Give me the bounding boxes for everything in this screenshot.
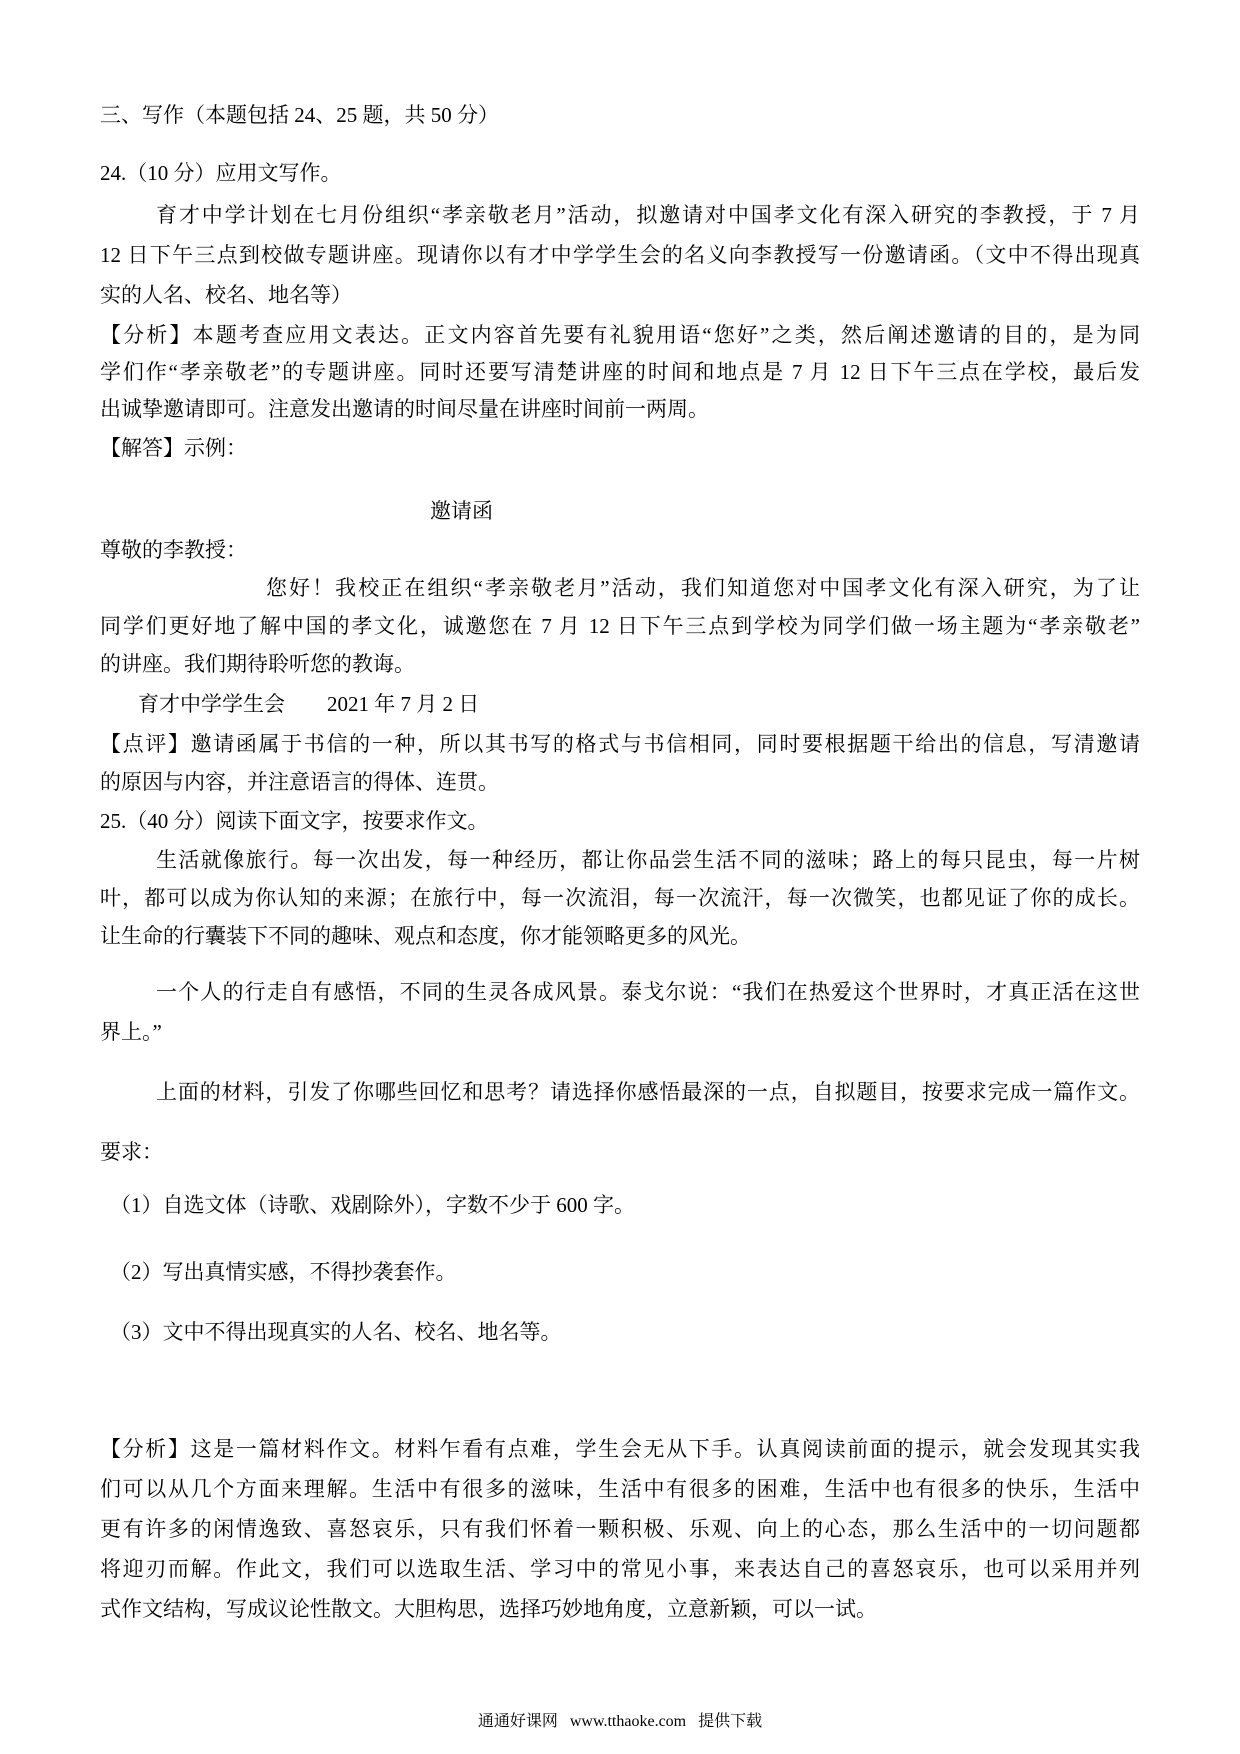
q24-comment-paragraph: [100, 725, 1140, 801]
text-line: 12 日下午三点到校做专题讲座。现请你以有才中学学生会的名义向李教授写一份邀请函。（文中不得出现真: [100, 243, 1140, 267]
q24-answer-label: 【解答】示例：: [100, 436, 247, 460]
text-line: 的讲座。我们期待聆听您的教诲。: [100, 652, 415, 676]
requirements-label: 要求：: [100, 1140, 163, 1164]
letter-body: [100, 569, 1140, 683]
text-line: 的原因与内容，并注意语言的得体、连贯。: [100, 770, 499, 794]
requirement-item-3: （3）文中不得出现真实的人名、校名、地名等。: [110, 1320, 562, 1344]
q25-analysis-paragraph: [100, 1429, 1140, 1629]
text-line: 【分析】这是一篇材料作文。材料乍看有点难，学生会无从下手。认真阅读前面的提示，就会发现其实我: [100, 1437, 1140, 1461]
text-line: 式作文结构，写成议论性散文。大胆构思，选择巧妙地角度，立意新颖，可以一试。: [100, 1597, 877, 1621]
section-heading: 三、写作（本题包括 24、25 题，共 50 分）: [100, 103, 499, 127]
text-line: 同学们更好地了解中国的孝文化，诚邀您在 7 月 12 日下午三点到学校为同学们做一场主题为“孝亲敬老”: [100, 614, 1140, 638]
q24-title: 24.（10 分）应用文写作。: [100, 161, 342, 185]
text-line: 【分析】本题考查应用文表达。正文内容首先要有礼貌用语“您好”之类，然后阐述邀请的目的，是为同: [100, 323, 1140, 347]
q25-stem-paragraph: [100, 841, 1140, 955]
text-line: 出诚挚邀请即可。注意发出邀请的时间尽量在讲座时间前一两周。: [100, 397, 709, 421]
text-line: 【点评】邀请函属于书信的一种，所以其书写的格式与书信相同，同时要根据题干给出的信息，写清邀请: [100, 732, 1140, 756]
q25-prompt-line: 上面的材料，引发了你哪些回忆和思考？请选择你感悟最深的一点，自拟题目，按要求完成一篇作文。: [156, 1080, 1140, 1104]
q25-title: 25.（40 分）阅读下面文字，按要求作文。: [100, 809, 489, 833]
text-line: 叶，都可以成为你认知的来源；在旅行中，每一次流泪，每一次流汗，每一次微笑，也都见证了你的成长。: [100, 886, 1140, 910]
text-line: 您好！我校正在组织“孝亲敬老月”活动，我们知道您对中国孝文化有深入研究，为了让: [266, 576, 1140, 600]
letter-title: 邀请函: [430, 499, 493, 523]
text-line: 实的人名、校名、地名等）: [100, 283, 352, 307]
q25-quote-paragraph: [100, 972, 1140, 1052]
text-line: 育才中学计划在七月份组织“孝亲敬老月”活动，拟邀请对中国孝文化有深入研究的李教授，于 7 月: [156, 203, 1140, 227]
letter-salutation: 尊敬的李教授：: [100, 538, 247, 562]
requirement-item-2: （2）写出真情实感，不得抄袭套作。: [110, 1260, 457, 1284]
text-line: 生活就像旅行。每一次出发，每一种经历，都让你品尝生活不同的滋味；路上的每只昆虫，每一片树: [156, 848, 1140, 872]
q24-analysis-paragraph: [100, 317, 1140, 428]
requirement-item-1: （1）自选文体（诗歌、戏剧除外），字数不少于 600 字。: [110, 1193, 635, 1217]
text-line: 界上。”: [100, 1020, 162, 1044]
letter-signature: 育才中学学生会 2021 年 7 月 2 日: [138, 692, 480, 716]
text-line: 们可以从几个方面来理解。生活中有很多的滋味，生活中有很多的困难，生活中也有很多的快乐，生活中: [100, 1477, 1140, 1501]
page-footer: 通通好课网 www.tthaoke.com 提供下载: [477, 1713, 763, 1730]
q24-stem-paragraph: [100, 195, 1140, 315]
text-line: 让生命的行囊装下不同的趣味、观点和态度，你才能领略更多的风光。: [100, 924, 751, 948]
text-line: 更有许多的闲情逸致、喜怒哀乐，只有我们怀着一颗积极、乐观、向上的心态，那么生活中的一切问题都: [100, 1517, 1140, 1541]
text-line: 将迎刃而解。作此文，我们可以选取生活、学习中的常见小事，来表达自己的喜怒哀乐，也可以采用并列: [100, 1557, 1140, 1581]
text-line: 一个人的行走自有感悟，不同的生灵各成风景。泰戈尔说：“我们在热爱这个世界时，才真正活在这世: [156, 980, 1140, 1004]
text-line: 学们作“孝亲敬老”的专题讲座。同时还要写清楚讲座的时间和地点是 7 月 12 日下午三点在学校，最后发: [100, 360, 1140, 384]
